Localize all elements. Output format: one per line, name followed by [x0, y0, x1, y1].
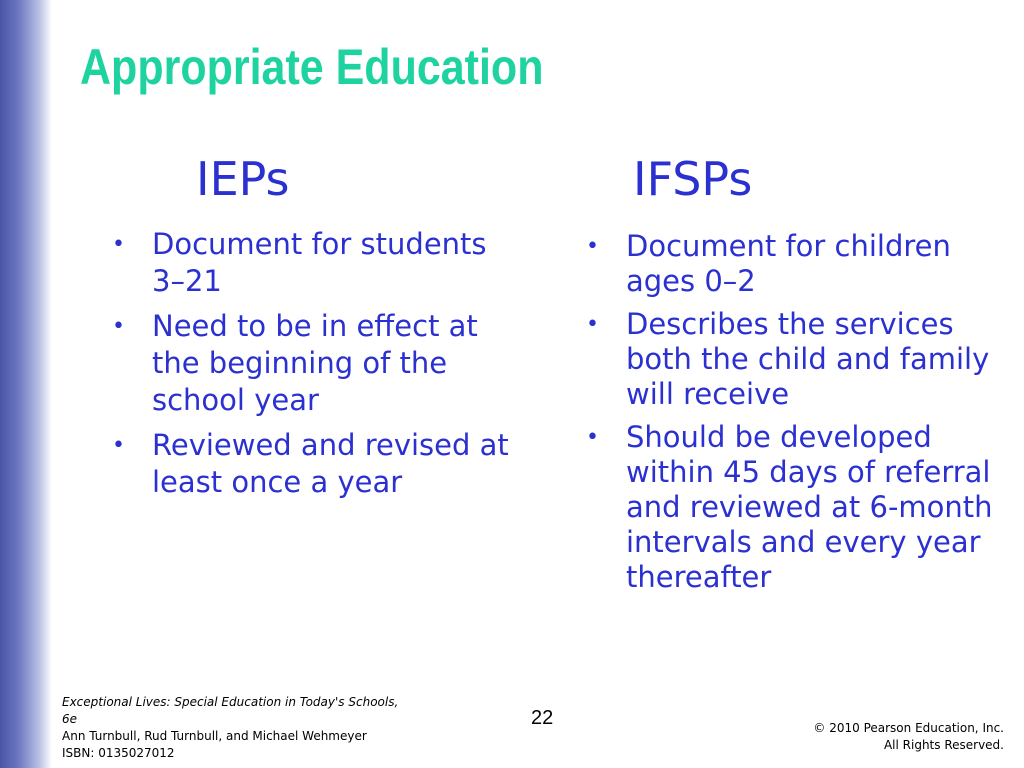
bullet-icon: •	[112, 232, 125, 257]
footer-isbn: ISBN: 0135027012	[62, 746, 175, 760]
rights-text: All Rights Reserved.	[883, 738, 1004, 752]
bullet-text: Should be developed within 45 days of referral and reviewed at 6-month intervals and every year thereafter	[626, 420, 993, 594]
bullet-text: Document for students 3–21	[152, 227, 487, 298]
bullet-text: Document for children ages 0–2	[626, 229, 951, 298]
list-item	[112, 308, 512, 419]
bullet-text: Reviewed and revised at least once a year	[152, 428, 509, 499]
footer-citation	[62, 694, 412, 762]
bullet-icon: •	[112, 433, 125, 458]
bullet-icon: •	[586, 425, 599, 450]
side-gradient-bar	[0, 0, 52, 768]
page-number: 22	[531, 707, 554, 729]
list-item	[586, 229, 1006, 299]
ieps-bullet-list	[112, 226, 512, 509]
bullet-icon: •	[112, 314, 125, 339]
bullet-text: Need to be in effect at the beginning of the school year	[152, 309, 478, 417]
column-heading-ieps: IEPs	[196, 152, 290, 206]
list-item	[112, 226, 512, 300]
footer-copyright	[813, 720, 1004, 754]
slide-title: Appropriate Education	[80, 39, 544, 95]
copyright-text: © 2010 Pearson Education, Inc.	[813, 721, 1004, 735]
ifsps-bullet-list	[586, 229, 1006, 603]
bullet-icon: •	[586, 234, 599, 259]
footer-authors: Ann Turnbull, Rud Turnbull, and Michael Wehmeyer	[62, 729, 367, 743]
column-heading-ifsps: IFSPs	[633, 152, 753, 206]
list-item	[586, 420, 1006, 595]
bullet-text: Describes the services both the child and family will receive	[626, 307, 990, 411]
list-item	[586, 307, 1006, 412]
footer-book-title: Exceptional Lives: Special Education in Today's Schools, 6e	[62, 695, 399, 726]
list-item	[112, 427, 512, 501]
bullet-icon: •	[586, 312, 599, 337]
